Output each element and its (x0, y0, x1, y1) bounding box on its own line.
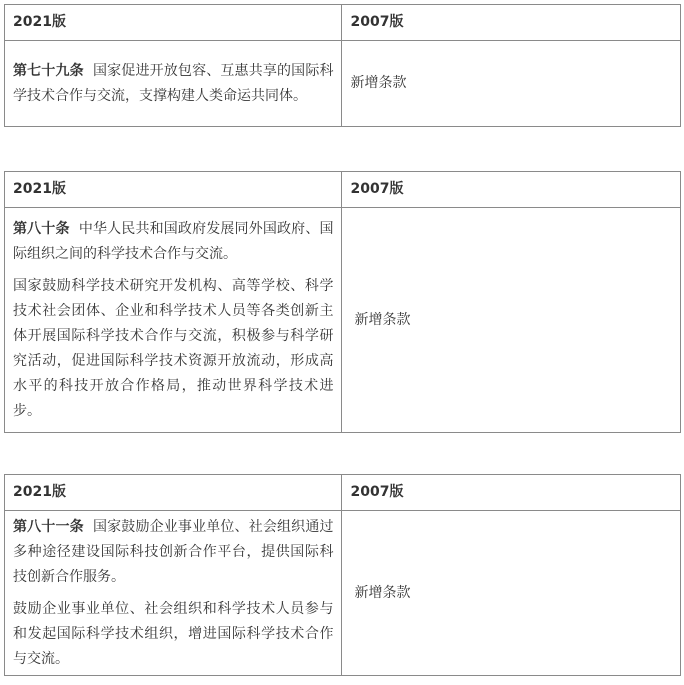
article-paragraph-2: 国家鼓励科学技术研究开发机构、高等学校、科学技术社会团体、企业和科学技术人员等各类创新主体开展国际科学技术合作与交流，积极参与科学研究活动，促进国际科学技术资源开放流动，形成高水平的科技开放合作格局，推动世界科学技术进步。 (13, 277, 334, 419)
article-paragraph (13, 217, 333, 267)
header-2007: 2007版 (342, 475, 681, 511)
article-text: 国家鼓励企业事业单位、社会组织通过多种途径建设国际科技创新合作平台，提供国际科技创新合作服务。 (13, 518, 334, 585)
header-2007: 2007版 (342, 172, 681, 208)
old-version-cell: 新增条款 (342, 41, 681, 127)
article-text: 国家促进开放包容、互惠共享的国际科学技术合作与交流，支撑构建人类命运共同体。 (13, 62, 334, 104)
table-header-row (5, 172, 681, 208)
article-number: 第八十一条 (13, 518, 84, 535)
table-header-row (5, 475, 681, 511)
comparison-table-article-81 (4, 474, 681, 676)
header-2021: 2021版 (5, 172, 342, 208)
new-version-cell (5, 41, 342, 127)
article-number: 第八十条 (13, 220, 70, 237)
article-paragraph (13, 59, 333, 109)
header-2021: 2021版 (5, 5, 342, 41)
table-row (5, 511, 681, 676)
comparison-table-article-80 (4, 171, 681, 433)
article-text: 中华人民共和国政府发展同外国政府、国际组织之间的科学技术合作与交流。 (13, 220, 334, 262)
article-number: 第七十九条 (13, 62, 84, 79)
article-paragraph (13, 515, 333, 590)
comparison-table-article-79 (4, 4, 681, 127)
old-version-cell: 新增条款 (342, 208, 681, 433)
table-header-row (5, 5, 681, 41)
new-version-cell (5, 208, 342, 433)
table-row (5, 41, 681, 127)
article-paragraph-2: 鼓励企业事业单位、社会组织和科学技术人员参与和发起国际科学技术组织，增进国际科学技术合作与交流。 (13, 600, 334, 667)
table-row (5, 208, 681, 433)
header-2021: 2021版 (5, 475, 342, 511)
new-version-cell (5, 511, 342, 676)
header-2007: 2007版 (342, 5, 681, 41)
old-version-cell: 新增条款 (342, 511, 681, 676)
